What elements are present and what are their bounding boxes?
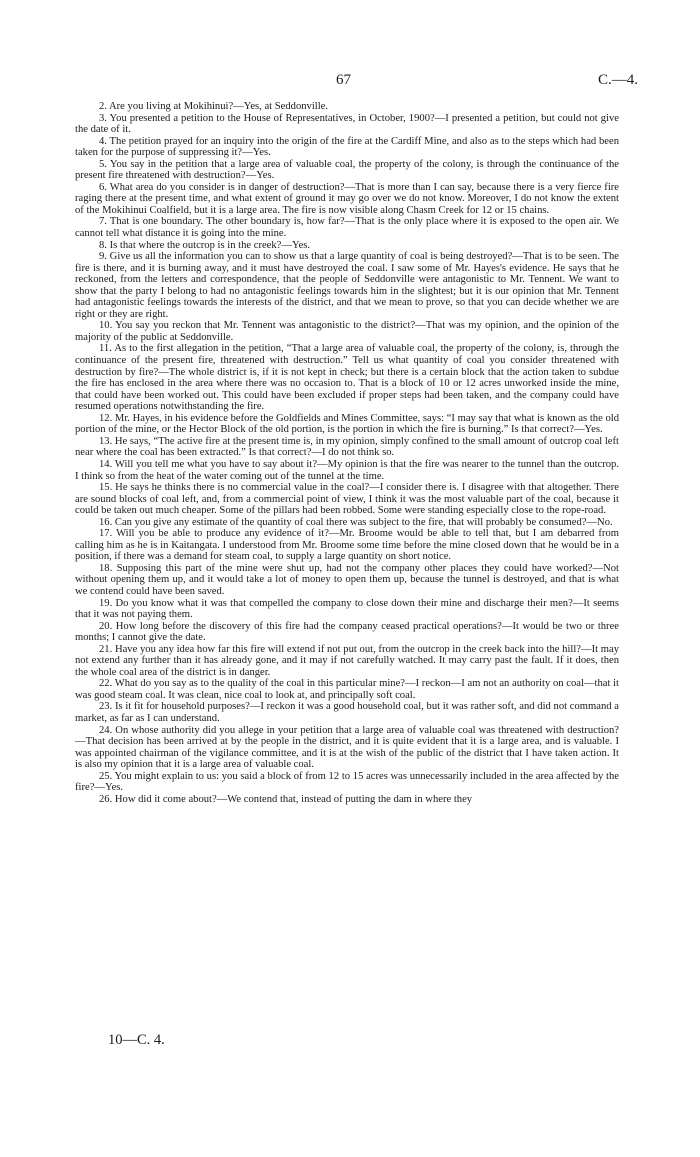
signature-mark: 10—C. 4.	[108, 1032, 165, 1048]
paragraph: 13. He says, “The active fire at the present time is, in my opinion, simply confined to the small amount of outcrop coal left near where the coal has been extracted.” Is that correct?—I do not think so.	[75, 435, 619, 459]
paragraph: 5. You say in the petition that a large area of valuable coal, the property of the colony, is through the continuance of the present fire threatened with destruction?—Yes.	[75, 158, 619, 182]
paragraph: 22. What do you say as to the quality of the coal in this particular mine?—I reckon—I am not an authority on coal—that it was good steam coal. It was clean, nice coal to look at, and principally soft coal.	[75, 678, 619, 701]
paragraph: 16. Can you give any estimate of the quantity of coal there was subject to the fire, that will probably be consumed?—No.	[99, 516, 613, 528]
paragraph: 9. Give us all the information you can to show us that a large quantity of coal is being destroyed?—That is to be seen. The fire is there, and it is burning away, and it must have destroyed the coal. I saw some of Mr. Hayes's evidence. He says that he reckoned, from the letters and correspondence, that the people of Seddonville were antagonistic to Mr. Tennent. We want to show that the party I belong to had no antagonistic feelings towards him in the slightest; but it is our opinion that Mr. Tennent had antagonistic feelings towards the interests of the district, and that we mean to prove, so that you can decide whether we are right or they are right.	[75, 251, 619, 320]
paragraph: 20. How long before the discovery of this fire had the company ceased practical operations?—It would be two or three months; I cannot give the date.	[75, 620, 619, 644]
paragraph: 18. Supposing this part of the mine were shut up, had not the company other places they could have worked?—Not without opening them up, and it would take a lot of money to open them up, because the tunnel is destroyed, and that is what we contend could have been saved.	[75, 562, 619, 597]
paragraph: 3. You presented a petition to the House of Representatives, in October, 1900?—I presented a petition, but could not give the date of it.	[75, 112, 619, 136]
paragraph: 24. On whose authority did you allege in your petition that a large area of valuable coal was threatened with destruction?—That decision has been arrived at by the people in the district, and it is quite evident that it is a large area, and is valuable. I was appointed chairman of the vigilance committee, and it is at the wish of the public of the district that I have taken action. It is also my opinion that it is a large area of valuable coal.	[75, 724, 619, 771]
paragraph: 6. What area do you consider is in danger of destruction?—That is more than I can say, because there is a very fierce fire raging there at the present time, and what extent of ground it may go over we do not know. Moreover, I do not know the extent of the Mokihinui Coalfield, but it is a large area. The fire is now visible along Chasm Creek for 12 or 15 chains.	[75, 181, 619, 216]
evidence-body	[75, 101, 619, 805]
paragraph: 12. Mr. Hayes, in his evidence before the Goldfields and Mines Committee, says: “I may say that what is known as the old portion of the mine, or the Hector Block of the old portion, is the portion in which the fire is burning.” Is that correct?—Yes.	[75, 412, 619, 436]
paragraph: 21. Have you any idea how far this fire will extend if not put out, from the outcrop in the creek back into the hill?—It may not extend any further than it has already gone, and it may if not carefully watched. It may carry past the fault. If it does, then the whole coal area of the district is in danger.	[75, 643, 619, 678]
paragraph: 7. That is one boundary. The other boundary is, how far?—That is the only place where it is exposed to the open air. We cannot tell what distance it is going into the mine.	[75, 216, 619, 240]
page-header	[0, 72, 700, 92]
paragraph: 14. Will you tell me what you have to say about it?—My opinion is that the fire was nearer to the tunnel than the outcrop. I think so from the heat of the water coming out of the tunnel at the time.	[75, 458, 619, 482]
page-number: 67	[336, 72, 351, 88]
paragraph: 23. Is it fit for household purposes?—I reckon it was a good household coal, but it was rather soft, and did not command a market, as far as I can understand.	[75, 701, 619, 724]
paragraph: 25. You might explain to us: you said a block of from 12 to 15 acres was unnecessarily included in the area affected by the fire?—Yes.	[75, 770, 619, 794]
paragraph: 8. Is that where the outcrop is in the creek?—Yes.	[99, 239, 311, 251]
paragraph: 2. Are you living at Mokihinui?—Yes, at Seddonville.	[99, 101, 329, 112]
paragraph: 26. How did it come about?—We contend that, instead of putting the dam in where they	[99, 793, 473, 805]
document-reference: C.—4.	[598, 72, 639, 88]
paragraph: 4. The petition prayed for an inquiry into the origin of the fire at the Cardiff Mine, and also as to the steps which had been taken for the purpose of suppressing it?—Yes.	[75, 135, 619, 159]
paragraph: 15. He says he thinks there is no commercial value in the coal?—I consider there is. I disagree with that altogether. There are sound blocks of coal left, and, from a commercial point of view, I think it was the most valuable part of the coal, because it could be taken out much cheaper. Some of the pillars had been robbed. Some were standing especially close to the rope-road.	[75, 482, 619, 517]
paragraph: 11. As to the first allegation in the petition, “That a large area of valuable coal, the property of the colony, is, through the continuance of the present fire, threatened with destruction.” Tell us what quantity of coal you consider threatened with destruction by fire?—The whole district is, if it is not kept in check; but there is a certain block that the action taken to subdue the fire has enclosed in the area where there was no occasion to. That is a block of 10 or 12 acres unworked inside the mine, that could have been worked out. This could have been excluded if proper steps had been taken, and the company could have resumed operations notwithstanding the fire.	[75, 343, 619, 413]
paragraph: 19. Do you know what it was that compelled the company to close down their mine and discharge their men?—It seems that it was not paying them.	[75, 597, 619, 621]
paragraph: 17. Will you be able to produce any evidence of it?—Mr. Broome would be able to tell that, but I am debarred from calling him as he is in Kaitangata. I understood from Mr. Broome some time before the mine closed down that he would be in a position, if there was a demand for steam coal, to supply a large quantity on short notice.	[75, 528, 619, 563]
paragraph: 10. You say you reckon that Mr. Tennent was antagonistic to the district?—That was my opinion, and the opinion of the majority of the public at Seddonville.	[75, 320, 619, 343]
